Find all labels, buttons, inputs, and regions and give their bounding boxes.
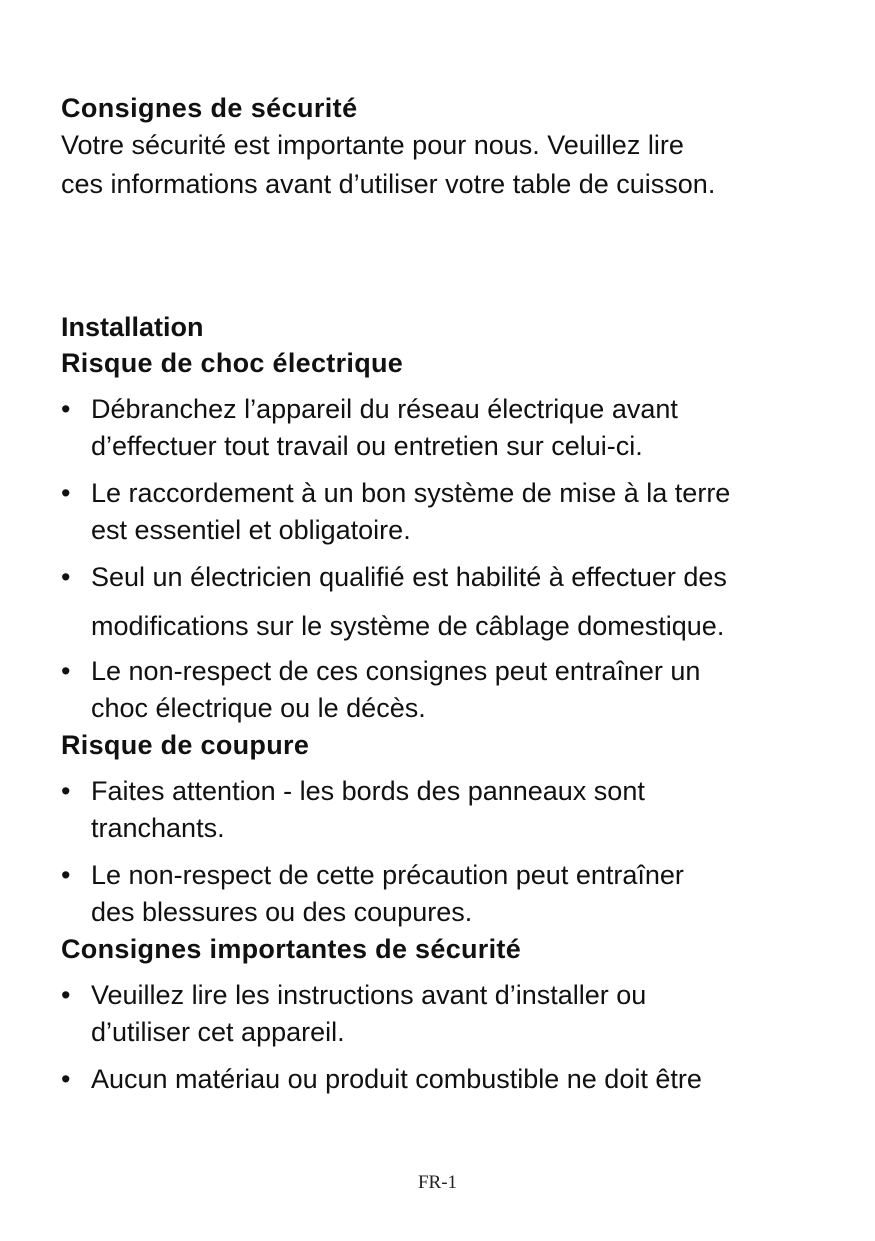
- list-item: [61, 857, 841, 931]
- page-number: FR-1: [417, 1172, 458, 1193]
- list-item: [61, 475, 841, 549]
- bullet-icon: •: [61, 980, 71, 1010]
- safety-title: Consignes de sécurité: [61, 93, 358, 123]
- bullet-icon: •: [61, 776, 71, 806]
- list-item-line: Le raccordement à un bon système de mise à la terre: [91, 478, 731, 508]
- safety-intro: [61, 126, 841, 204]
- important-safety-list: [61, 977, 841, 1098]
- safety-intro-line-1: Votre sécurité est importante pour nous. Veuillez lire: [61, 130, 684, 160]
- list-item-line: tranchants.: [91, 813, 225, 843]
- bullet-icon: •: [61, 478, 71, 508]
- installation-title: Installation: [61, 312, 204, 342]
- bullet-icon: •: [61, 656, 71, 686]
- list-item: [61, 559, 841, 645]
- safety-intro-line-2: ces informations avant d’utiliser votre table de cuisson.: [61, 169, 716, 199]
- list-item-line: Aucun matériau ou produit combustible ne doit être: [91, 1064, 702, 1094]
- list-item: [61, 773, 841, 847]
- list-item-line: choc électrique ou le décès.: [91, 693, 426, 723]
- shock-risk-list: [61, 391, 841, 727]
- bullet-icon: •: [61, 394, 71, 424]
- installation-section: [61, 309, 841, 1098]
- bullet-icon: •: [61, 562, 71, 592]
- list-item: [61, 1061, 841, 1098]
- list-item-line: Le non-respect de ces consignes peut entraîner un: [91, 656, 701, 686]
- list-item-line: Faites attention - les bords des panneaux sont: [91, 776, 645, 806]
- list-item-line: d’effectuer tout travail ou entretien sur celui-ci.: [91, 431, 643, 461]
- important-safety-title: Consignes importantes de sécurité: [61, 934, 522, 964]
- shock-risk-title: Risque de choc électrique: [61, 348, 404, 378]
- list-item: [61, 977, 841, 1051]
- list-item-line: Le non-respect de cette précaution peut entraîner: [91, 860, 684, 890]
- list-item-line: Débranchez l’appareil du réseau électrique avant: [91, 394, 678, 424]
- list-item-line: modifications sur le système de câblage domestique.: [91, 611, 725, 641]
- list-item-line: des blessures ou des coupures.: [91, 897, 473, 927]
- list-item: [61, 391, 841, 465]
- list-item-line: est essentiel et obligatoire.: [91, 515, 411, 545]
- list-item-line: Veuillez lire les instructions avant d’installer ou: [91, 980, 647, 1010]
- cut-risk-title: Risque de coupure: [61, 730, 310, 760]
- list-item-line: Seul un électricien qualifié est habilité à effectuer des: [91, 562, 727, 592]
- list-item: [61, 653, 841, 727]
- list-item-line: d’utiliser cet appareil.: [91, 1017, 345, 1047]
- safety-section: [61, 90, 841, 204]
- bullet-icon: •: [61, 860, 71, 890]
- bullet-icon: •: [61, 1064, 71, 1094]
- cut-risk-list: [61, 773, 841, 931]
